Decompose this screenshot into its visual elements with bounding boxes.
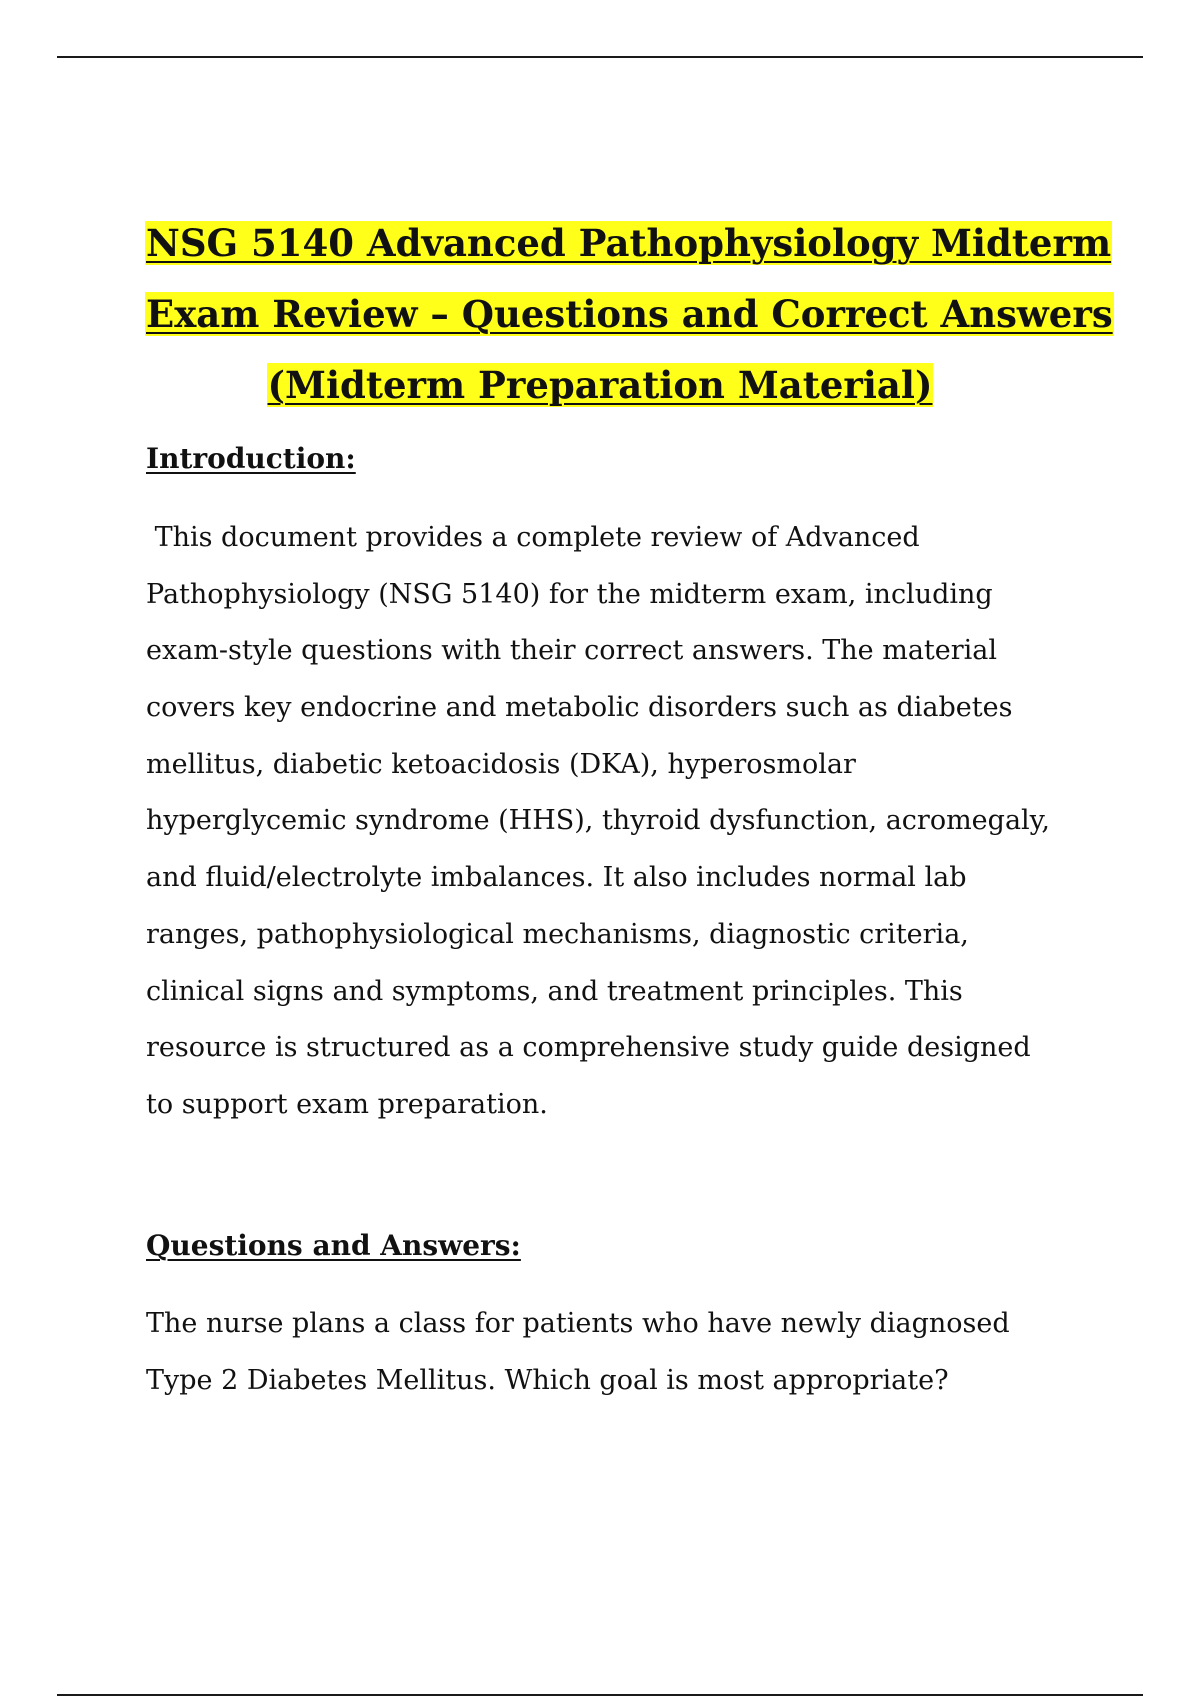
paragraph-line: covers key endocrine and metabolic disorders such as diabetes (146, 692, 1013, 724)
paragraph-line: Pathophysiology (NSG 5140) for the midterm exam, including (146, 578, 993, 610)
questions-heading: Questions and Answers: (146, 1229, 521, 1262)
title-line-text: Exam Review – Questions and Correct Answers (146, 292, 1113, 336)
paragraph-line: to support exam preparation. (146, 1088, 548, 1120)
question-paragraph (146, 1296, 1066, 1409)
title-line (145, 208, 1112, 279)
paragraph-line: This document provides a complete review of Advanced (146, 522, 920, 553)
bottom-divider (57, 1694, 1143, 1696)
paragraph-line: exam-style questions with their correct answers. The material (146, 635, 998, 667)
title-line (145, 279, 1113, 350)
title-line-text: (Midterm Preparation Material) (267, 363, 933, 407)
paragraph-line: clinical signs and symptoms, and treatment principles. This (146, 975, 963, 1007)
question-line: The nurse plans a class for patients who have newly diagnosed (146, 1308, 1010, 1339)
introduction-paragraph (146, 510, 1066, 1134)
introduction-heading: Introduction: (146, 442, 356, 475)
title-line (145, 350, 1055, 421)
title-line-text: NSG 5140 Advanced Pathophysiology Midterm (146, 221, 1112, 265)
paragraph-line: resource is structured as a comprehensive study guide designed (146, 1032, 1031, 1064)
document-title (145, 208, 1113, 421)
paragraph-line: ranges, pathophysiological mechanisms, diagnostic criteria, (146, 918, 969, 950)
paragraph-line: and fluid/electrolyte imbalances. It also includes normal lab (146, 862, 967, 894)
paragraph-line: hyperglycemic syndrome (HHS), thyroid dysfunction, acromegaly, (146, 805, 1050, 837)
question-line: Type 2 Diabetes Mellitus. Which goal is most appropriate? (146, 1364, 949, 1396)
top-divider (57, 56, 1143, 58)
paragraph-line: mellitus, diabetic ketoacidosis (DKA), hyperosmolar (146, 748, 856, 780)
